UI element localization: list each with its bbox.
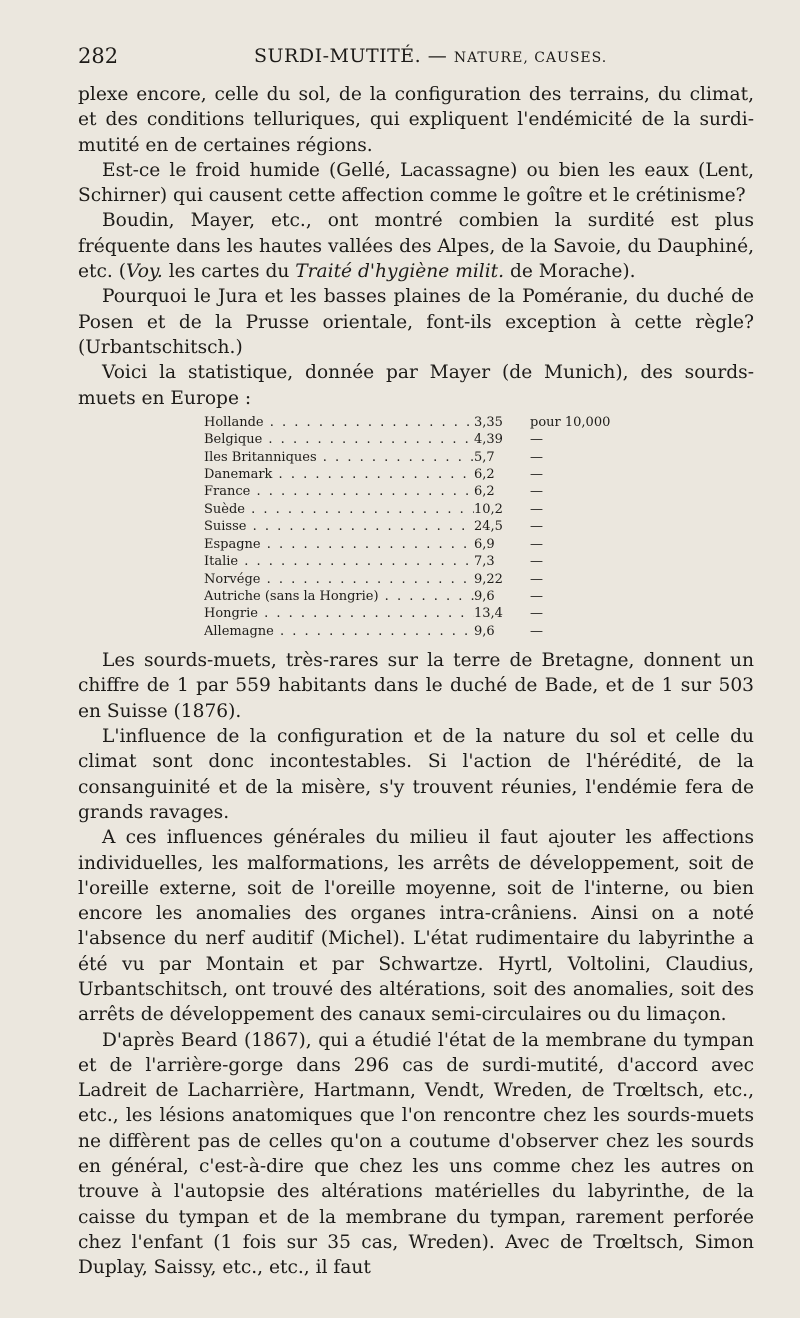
stat-value: 6,2 <box>474 484 495 500</box>
stat-unit: — <box>530 484 543 500</box>
paragraph-continued: plexe encore, celle du sol, de la configuration des terrains, du climat, et des conditions telluriques, qui expliquent l'endémicité de la surdi-mutité en de certaines régions. <box>78 84 754 156</box>
stat-value: 6,2 <box>474 467 495 483</box>
page-number: 282 <box>78 44 119 68</box>
paragraph-froid-humide: Est-ce le froid humide (Gellé, Lacassagne) ou bien les eaux (Lent, Schirner) qui causent cette affection comme le goître et le crétinisme? <box>78 159 754 207</box>
table-row <box>204 414 644 431</box>
paragraph-bretagne: Les sourds-muets, très-rares sur la terre de Bretagne, donnent un chiffre de 1 par 559 habitants dans le duché de Bade, et de 1 sur 503 en Suisse (1876). <box>78 650 754 722</box>
table-row <box>204 553 644 570</box>
stat-unit: — <box>530 519 543 535</box>
boudin-text: Boudin, Mayer, etc., ont montré combien la surdité est plus fréquente dans les hautes vallées des Alpes, de la Savoie, du Dauphiné, etc. ( <box>78 210 754 283</box>
paragraph-influence: L'influence de la configuration et de la nature du sol et celle du climat sont donc incontestables. Si l'action de l'hérédité, de la consanguinité et de la misère, s'y trouvent réunies, l'endémie fera de grands ravages. <box>78 726 754 823</box>
stat-unit: — <box>530 432 543 448</box>
table-row <box>204 536 644 553</box>
stat-unit: — <box>530 449 543 465</box>
table-row <box>204 571 644 588</box>
stat-country: Hongrie . . . <box>204 605 474 622</box>
traite-title: Traité d'hygiène milit. <box>295 261 505 283</box>
paragraph-affections: A ces influences générales du milieu il faut ajouter les affections individuelles, les malformations, les arrêts de développement, soit de l'oreille externe, soit de l'oreille moyenne, soit de l'interne, ou bien encore les anomalies des organes intra-crâniens. Ainsi on a noté l'absence du nerf auditif (Michel). L'état rudimentaire du labyrinthe a été vu par Montain et par Schwartze. Hyrtl, Voltolini, Claudius, Urbantschitsch, ont trouvé des altérations, soit des anomalies, soit des arrêts de développement des canaux semi-circulaires ou du limaçon. <box>78 827 754 1026</box>
stat-country: Allemagne . . . <box>204 623 474 640</box>
stat-unit: — <box>530 623 543 639</box>
stat-country: Danemark . . . <box>204 466 474 483</box>
stat-value: 6,9 <box>474 536 495 552</box>
stat-country: Autriche (sans la Hongrie) . . . <box>204 588 474 605</box>
stat-country: Suède . . . <box>204 501 474 518</box>
running-head-subtitle: NATURE, CAUSES. <box>453 50 608 66</box>
stat-unit: — <box>530 571 543 587</box>
stat-unit: — <box>530 588 543 604</box>
stat-country: France . . . <box>204 483 474 500</box>
stat-unit: pour 10,000 <box>530 414 611 430</box>
stat-unit: — <box>530 501 543 517</box>
running-head-dash: — <box>421 45 454 67</box>
running-head-title: SURDI-MUTITÉ. <box>254 45 422 67</box>
table-row <box>204 449 644 466</box>
stat-unit: — <box>530 606 543 622</box>
stat-country: Iles Britanniques . . . <box>204 449 474 466</box>
stat-value: 9,6 <box>474 623 495 639</box>
paragraph-boudin <box>78 208 754 284</box>
statistics-table <box>204 414 644 640</box>
stat-value: 10,2 <box>474 501 503 517</box>
page-header <box>78 44 758 74</box>
table-row <box>204 518 644 535</box>
table-row <box>204 483 644 500</box>
stat-value: 9,6 <box>474 588 495 604</box>
stat-unit: — <box>530 554 543 570</box>
page-body <box>78 82 754 1281</box>
table-row <box>204 466 644 483</box>
paragraph-jura: Pourquoi le Jura et les basses plaines de la Poméranie, du duché de Posen et de la Prusse orientale, font-ils exception à cette règle? (Urbantschitsch.) <box>78 286 754 358</box>
stat-value: 13,4 <box>474 606 503 622</box>
table-row <box>204 588 644 605</box>
stat-value: 5,7 <box>474 449 495 465</box>
stat-country: Belgique . . . <box>204 431 474 448</box>
stat-country: Hollande . . . <box>204 414 474 431</box>
stat-value: 9,22 <box>474 571 503 587</box>
stat-country: Norvége . . . <box>204 571 474 588</box>
stat-country: Suisse . . . <box>204 518 474 535</box>
boudin-mid: les cartes du <box>162 261 296 283</box>
paragraph-statistique-intro: Voici la statistique, donnée par Mayer (de Munich), des sourds-muets en Europe : <box>78 362 754 409</box>
table-row <box>204 431 644 448</box>
stat-country: Italie . . . <box>204 553 474 570</box>
table-row <box>204 501 644 518</box>
table-row <box>204 623 644 640</box>
stat-country: Espagne . . . <box>204 536 474 553</box>
stat-value: 7,3 <box>474 554 495 570</box>
stat-value: 24,5 <box>474 519 503 535</box>
boudin-end: de Morache). <box>504 261 636 283</box>
running-head <box>254 45 607 67</box>
stat-value: 4,39 <box>474 432 503 448</box>
stat-unit: — <box>530 536 543 552</box>
stat-value: 3,35 <box>474 414 503 430</box>
paragraph-beard: D'après Beard (1867), qui a étudié l'état de la membrane du tympan et de l'arrière-gorge dans 296 cas de surdi-mutité, d'accord avec Ladreit de Lacharrière, Hartmann, Vendt, Wreden, de Trœltsch, etc., etc., les lésions anatomiques que l'on rencontre chez les sourds-muets ne diffèrent pas de celles qu'on a coutume d'observer chez les sourds en général, c'est-à-dire que chez les uns comme chez les autres on trouve à l'autopsie des altérations matérielles du labyrinthe, de la caisse du tympan et de la membrane du tympan, rarement perforée chez l'enfant (1 fois sur 35 cas, Wreden). Avec de Trœltsch, Simon Duplay, Saissy, etc., etc., il faut <box>78 1029 754 1279</box>
stat-unit: — <box>530 467 543 483</box>
table-row <box>204 605 644 622</box>
voy-abbrev: Voy. <box>125 261 163 283</box>
